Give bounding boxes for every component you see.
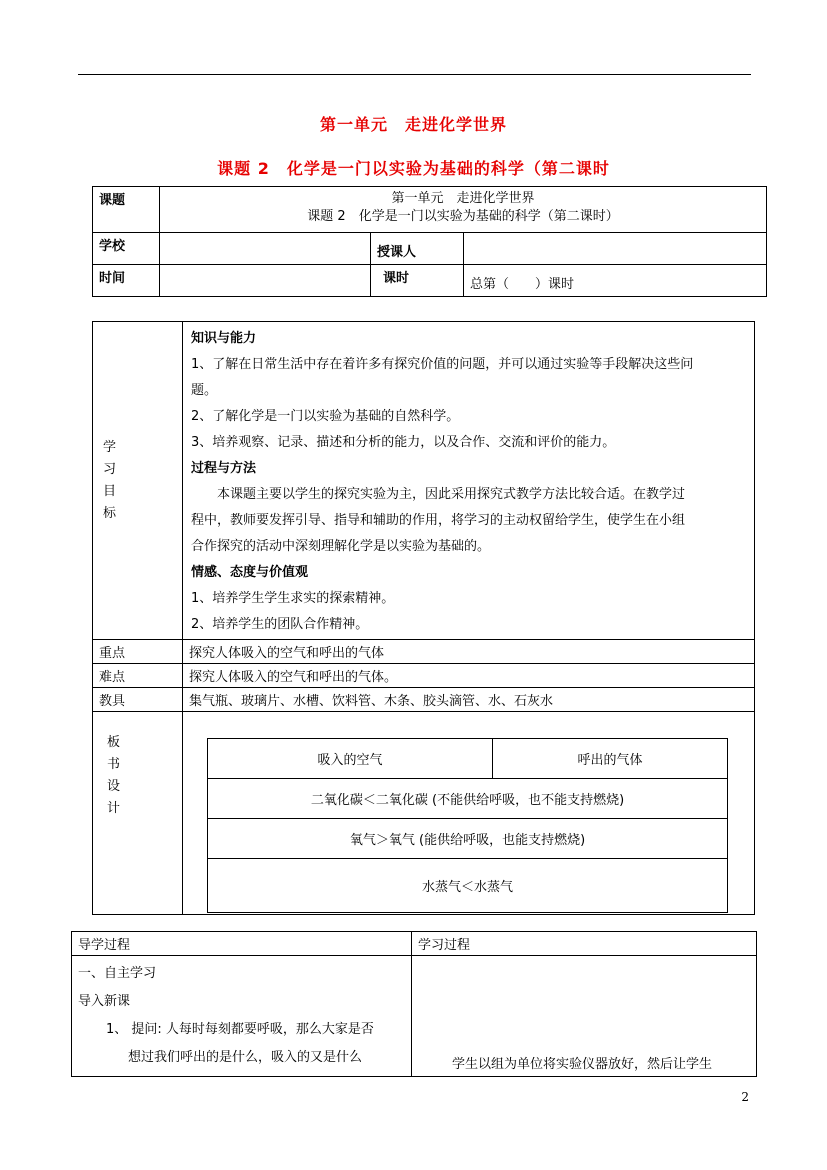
label-school: 学校 xyxy=(93,233,160,265)
study-content xyxy=(412,956,757,1077)
board-row-o2: 氧气＞氧气 (能供给呼吸，也能支持燃烧) xyxy=(208,819,728,859)
objectives-char-1: 学 xyxy=(103,439,117,455)
objectives-char-4: 标 xyxy=(103,505,117,521)
guide-line-1: 一、自主学习 xyxy=(78,966,157,981)
info-table xyxy=(92,186,767,297)
guide-line-2: 导入新课 xyxy=(78,994,131,1009)
header-rule xyxy=(78,74,751,75)
emotion-item-1: 1、培养学生学生求实的探索精神。 xyxy=(191,591,395,606)
tools-value: 集气瓶、玻璃片、水槽、饮料管、木条、胶头滴管、水、石灰水 xyxy=(183,688,755,712)
lesson-title: 课题 2 化学是一门以实验为基础的科学（第二课时 xyxy=(217,159,610,178)
board-char-3: 设 xyxy=(107,779,121,794)
school-value xyxy=(160,233,371,265)
process-line-1: 本课题主要以学生的探究实验为主，因此采用探究式教学方法比较合适。在教学过 xyxy=(191,487,686,502)
tools-label: 教具 xyxy=(93,688,183,712)
label-topic: 课题 xyxy=(93,187,160,233)
key-label: 重点 xyxy=(93,640,183,664)
objectives-char-3: 目 xyxy=(103,483,117,499)
guide-header: 导学过程 xyxy=(72,932,412,956)
knowledge-item-3: 3、培养观察、记录、描述和分析的能力，以及合作、交流和评价的能力。 xyxy=(191,435,616,450)
board-row-vapor: 水蒸气＜水蒸气 xyxy=(208,859,728,913)
main-table xyxy=(92,321,755,915)
board-char-1: 板 xyxy=(107,735,121,750)
knowledge-heading: 知识与能力 xyxy=(191,331,257,346)
knowledge-item-1: 1、了解在日常生活中存在着许多有探究价值的问题，并可以通过实验等手段解决这些问 xyxy=(191,357,694,372)
board-row-co2: 二氧化碳＜二氧化碳 (不能供给呼吸，也不能支持燃烧) xyxy=(208,779,728,819)
period-value: 总第（ ）课时 xyxy=(464,265,767,297)
knowledge-item-1-cont: 题。 xyxy=(191,383,218,398)
board-label xyxy=(93,712,183,915)
objectives-content xyxy=(183,322,755,640)
key-value: 探究人体吸入的空气和呼出的气体 xyxy=(183,640,755,664)
difficulty-label: 难点 xyxy=(93,664,183,688)
objectives-char-2: 习 xyxy=(103,461,117,477)
emotion-item-2: 2、培养学生的团队合作精神。 xyxy=(191,617,369,632)
board-header-inhaled: 吸入的空气 xyxy=(208,739,493,779)
difficulty-value: 探究人体吸入的空气和呼出的气体。 xyxy=(183,664,755,688)
topic-line1: 第一单元 走进化学世界 xyxy=(391,191,535,206)
process-line-3: 合作探究的活动中深刻理解化学是以实验为基础的。 xyxy=(191,539,491,554)
label-teacher: 授课人 xyxy=(371,233,464,265)
label-time: 时间 xyxy=(93,265,160,297)
time-value xyxy=(160,265,371,297)
process-line-2: 程中，教师要发挥引导、指导和辅助的作用，将学习的主动权留给学生，使学生在小组 xyxy=(191,513,686,528)
topic-value xyxy=(160,187,767,233)
guide-line-3: 1、 提问: 人每时每刻都要呼吸，那么大家是否 xyxy=(106,1022,374,1037)
knowledge-item-2: 2、了解化学是一门以实验为基础的自然科学。 xyxy=(191,409,460,424)
guide-content xyxy=(72,956,412,1077)
teacher-value xyxy=(464,233,767,265)
guide-line-4: 想过我们呼出的是什么，吸入的又是什么 xyxy=(128,1050,363,1065)
study-header: 学习过程 xyxy=(412,932,757,956)
objectives-label xyxy=(93,322,183,640)
board-design-cell xyxy=(183,712,755,915)
emotion-heading: 情感、态度与价值观 xyxy=(191,565,309,580)
board-table xyxy=(207,738,728,913)
unit-title: 第一单元 走进化学世界 xyxy=(319,115,507,134)
study-line-1: 学生以组为单位将实验仪器放好，然后让学生 xyxy=(452,1057,713,1072)
process-heading: 过程与方法 xyxy=(191,461,257,476)
board-char-4: 计 xyxy=(107,801,121,816)
process-table xyxy=(71,931,757,1077)
label-period: 课时 xyxy=(371,265,464,297)
board-char-2: 书 xyxy=(107,757,121,772)
board-header-exhaled: 呼出的气体 xyxy=(493,739,728,779)
page-number: 2 xyxy=(741,1090,749,1104)
topic-line2: 课题 2 化学是一门以实验为基础的科学（第二课时） xyxy=(307,209,619,224)
